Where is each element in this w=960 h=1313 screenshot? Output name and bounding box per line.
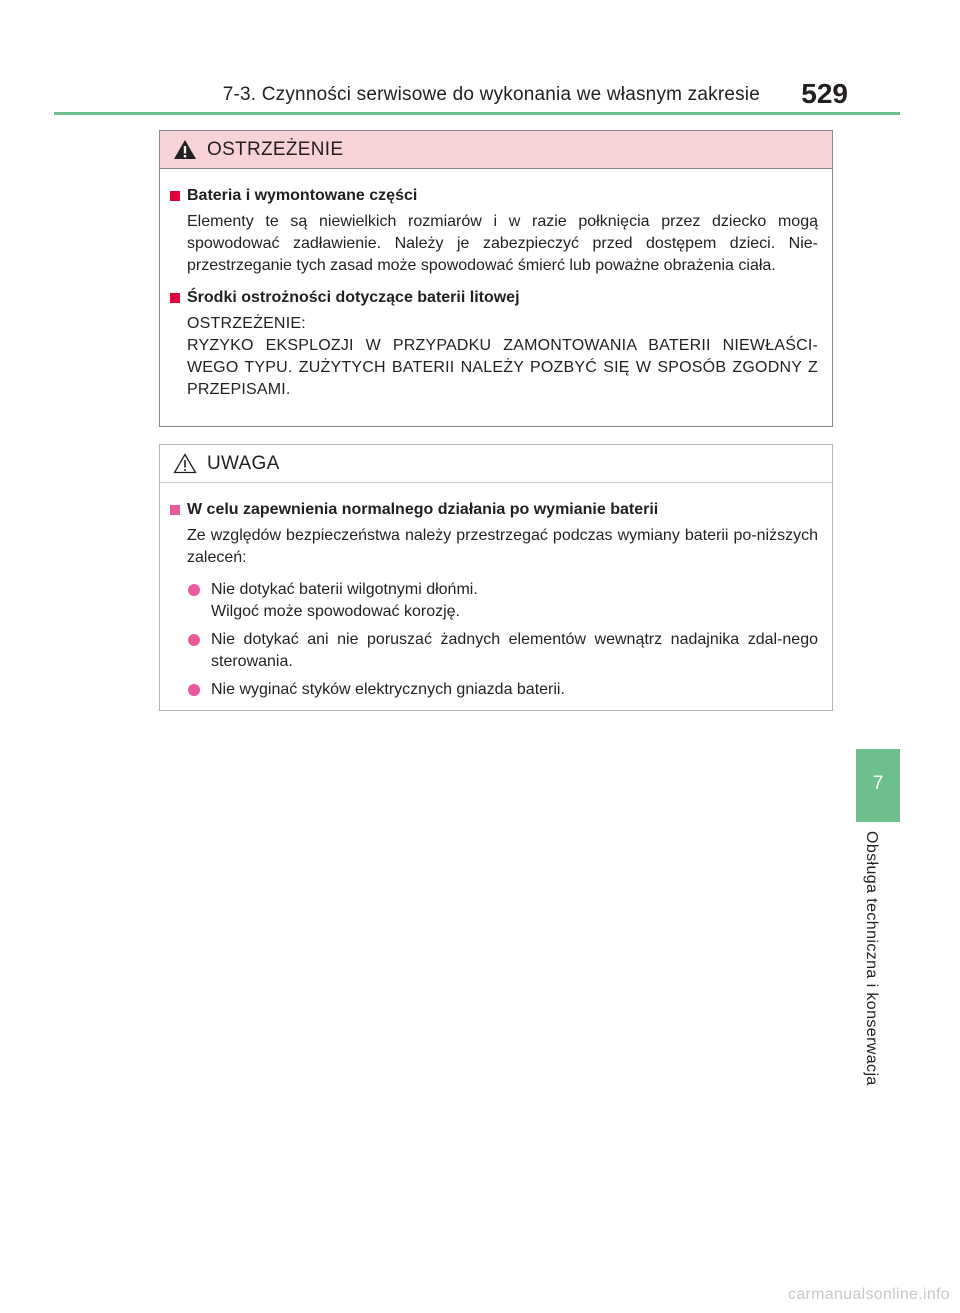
- page-number: 529: [801, 78, 848, 109]
- warning-triangle-outline-icon: [173, 453, 197, 474]
- caution-heading: UWAGA: [207, 453, 280, 474]
- warning-item-title: Bateria i wymontowane części: [170, 185, 818, 207]
- caution-intro: Ze względów bezpieczeństwa należy przestrzegać podczas wymiany baterii po-niższych zaleceń:: [187, 527, 818, 566]
- round-bullet-icon: [188, 634, 200, 646]
- warning-item-text: Elementy te są niewielkich rozmiarów i w razie połknięcia przez dziecko mogą spowodować zadławienie. Należy je zabezpieczyć przed dostępem dzieci. Nie-przestrzeganie tych zasad może spowodować śmierć lub poważne obrażenia ciała.: [187, 213, 818, 274]
- warning-box: [159, 130, 833, 427]
- square-bullet-icon: [170, 505, 180, 515]
- warning-triangle-filled-icon: [173, 139, 197, 160]
- square-bullet-icon: [170, 191, 180, 201]
- list-item: Nie dotykać ani nie poruszać żadnych elementów wewnątrz nadajnika zdal-nego sterowania.: [188, 629, 818, 673]
- caution-header: [160, 445, 832, 483]
- warning-item-text: OSTRZEŻENIE: RYZYKO EKSPLOZJI W PRZYPADKU ZAMONTOWANIA BATERII NIEWŁAŚCI-WEGO TYPU. ZUŻYTYCH BATERII NALEŻY POZBYĆ SIĘ W SPOSÓB ZGODNY Z PRZEPISAMI.: [187, 315, 818, 398]
- caution-box: [159, 444, 833, 711]
- list-item: Nie wyginać styków elektrycznych gniazda baterii.: [188, 679, 818, 701]
- round-bullet-icon: [188, 584, 200, 596]
- warning-header: [160, 131, 832, 169]
- watermark: carmanualsonline.info: [788, 1286, 950, 1303]
- square-bullet-icon: [170, 293, 180, 303]
- header-divider: [54, 112, 900, 115]
- warning-item-title: Środki ostrożności dotyczące baterii litowej: [170, 287, 818, 309]
- caution-item-title: W celu zapewnienia normalnego działania po wymianie baterii: [170, 499, 818, 521]
- chapter-number: 7: [872, 773, 884, 794]
- section-title: 7-3. Czynności serwisowe do wykonania we własnym zakresie: [222, 84, 760, 105]
- chapter-tab: [856, 749, 900, 822]
- round-bullet-icon: [188, 684, 200, 696]
- warning-heading: OSTRZEŻENIE: [207, 139, 344, 160]
- list-item: Nie dotykać baterii wilgotnymi dłońmi. Wilgoć może spowodować korozję.: [188, 579, 818, 623]
